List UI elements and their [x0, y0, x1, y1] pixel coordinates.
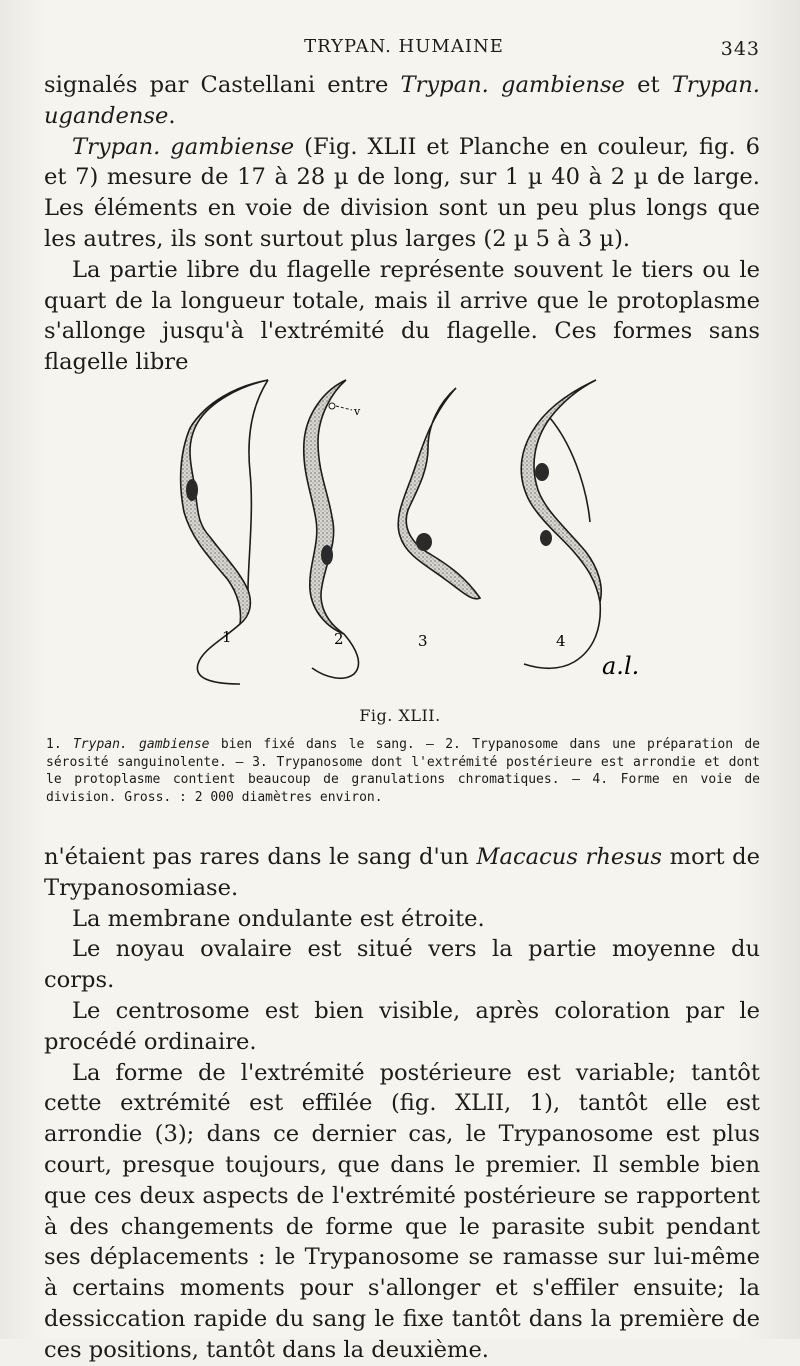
paragraph: n'étaient pas rares dans le sang d'un Macacus rhesus mort de Trypanosomiase. [44, 844, 761, 901]
membrane-4 [550, 418, 590, 522]
species-name: Trypan. gambiense [72, 737, 210, 752]
nucleus-2 [321, 545, 333, 565]
species-name: Trypan. ugandense [44, 72, 760, 129]
membrane-1 [248, 380, 268, 590]
nucleus-1 [186, 479, 198, 501]
species-name: Trypan. gambiense [72, 133, 295, 160]
centrosome-2 [329, 403, 335, 409]
trypanosome-illustration [150, 372, 680, 692]
figure-label-4: 4 [556, 632, 566, 650]
v-pointer-line [336, 406, 352, 410]
text-block-bottom [44, 842, 760, 1366]
artist-signature: a.l. [602, 652, 640, 680]
paragraph: signalés par Castellani entre Trypan. gambiense et Trypan. ugandense. [44, 72, 760, 129]
v-label: v [354, 405, 361, 418]
nucleus-4a [535, 463, 549, 481]
nucleus-3 [416, 533, 432, 551]
running-header [48, 36, 760, 66]
figure-caption: 1. Trypan. gambiense bien fixé dans le sang. — 2. Trypanosome dans une préparation de sérosité sanguinolente. — 3. Trypanosome dont l'extrémité postérieure est arrondie et dont le protoplasme contient beaucoup de granulations chromatiques. — 4. Forme en voie de division. Gross. : 2 000 diamètres environ. [46, 737, 761, 805]
paragraph: La membrane ondulante est étroite. [72, 905, 485, 932]
paragraph: Le noyau ovalaire est situé vers la partie moyenne du corps. [44, 936, 760, 994]
page-number: 343 [720, 38, 760, 60]
paragraph: Le centrosome est bien visible, après coloration par le procédé ordinaire. [44, 997, 760, 1055]
species-name: Trypan. gambiense [400, 72, 625, 98]
paragraph: La partie libre du flagelle représente souvent le tiers ou le quart de la longueur totale, mais il arrive que le protoplasme s'allonge jusqu'à l'extrémité du flagelle. Ces formes sans flagelle libre [44, 256, 760, 376]
trypanosome-4 [521, 380, 601, 602]
paragraph: La forme de l'extrémité postérieure est variable; tantôt cette extrémité est effilée (fig. XLII, 1), tantôt elle est arrondie (3); dans ce dernier cas, le Trypanosome est plus court, presque toujours, que dans le premier. Il semble bien que ces deux aspects de l'extrémité postérieure se rapportent à des changements de forme que le parasite subit pendant ses déplacements : le Trypanosome se ramasse sur lui-même à certains moments pour s'allonger et s'effiler ensuite; la dessiccation rapide du sang le fixe tantôt dans la première de ces positions, tantôt dans la deuxième. [44, 1059, 760, 1363]
figure-label-2: 2 [334, 630, 344, 648]
trypanosome-1 [181, 380, 268, 624]
figure-label-3: 3 [418, 632, 428, 650]
nucleus-4b [540, 530, 552, 546]
text-block-top [44, 70, 760, 378]
figure-trypanosomes [150, 372, 680, 692]
species-name: Macacus rhesus [476, 844, 663, 870]
figure-title: Fig. XLII. [359, 706, 441, 725]
flagellum-1 [197, 624, 240, 684]
trypanosome-2 [304, 380, 346, 634]
paragraph: Trypan. gambiense (Fig. XLII et Planche en couleur, fig. 6 et 7) mesure de 17 à 28 µ de long, sur 1 µ 40 à 2 µ de large. Les éléments en voie de division sont un peu plus longs que les autres, ils sont surtout plus larges (2 µ 5 à 3 µ). [44, 133, 760, 252]
figure-label-1: 1 [222, 628, 232, 646]
trypanosome-3 [398, 388, 480, 599]
running-title: TRYPAN. HUMAINE [304, 36, 504, 57]
